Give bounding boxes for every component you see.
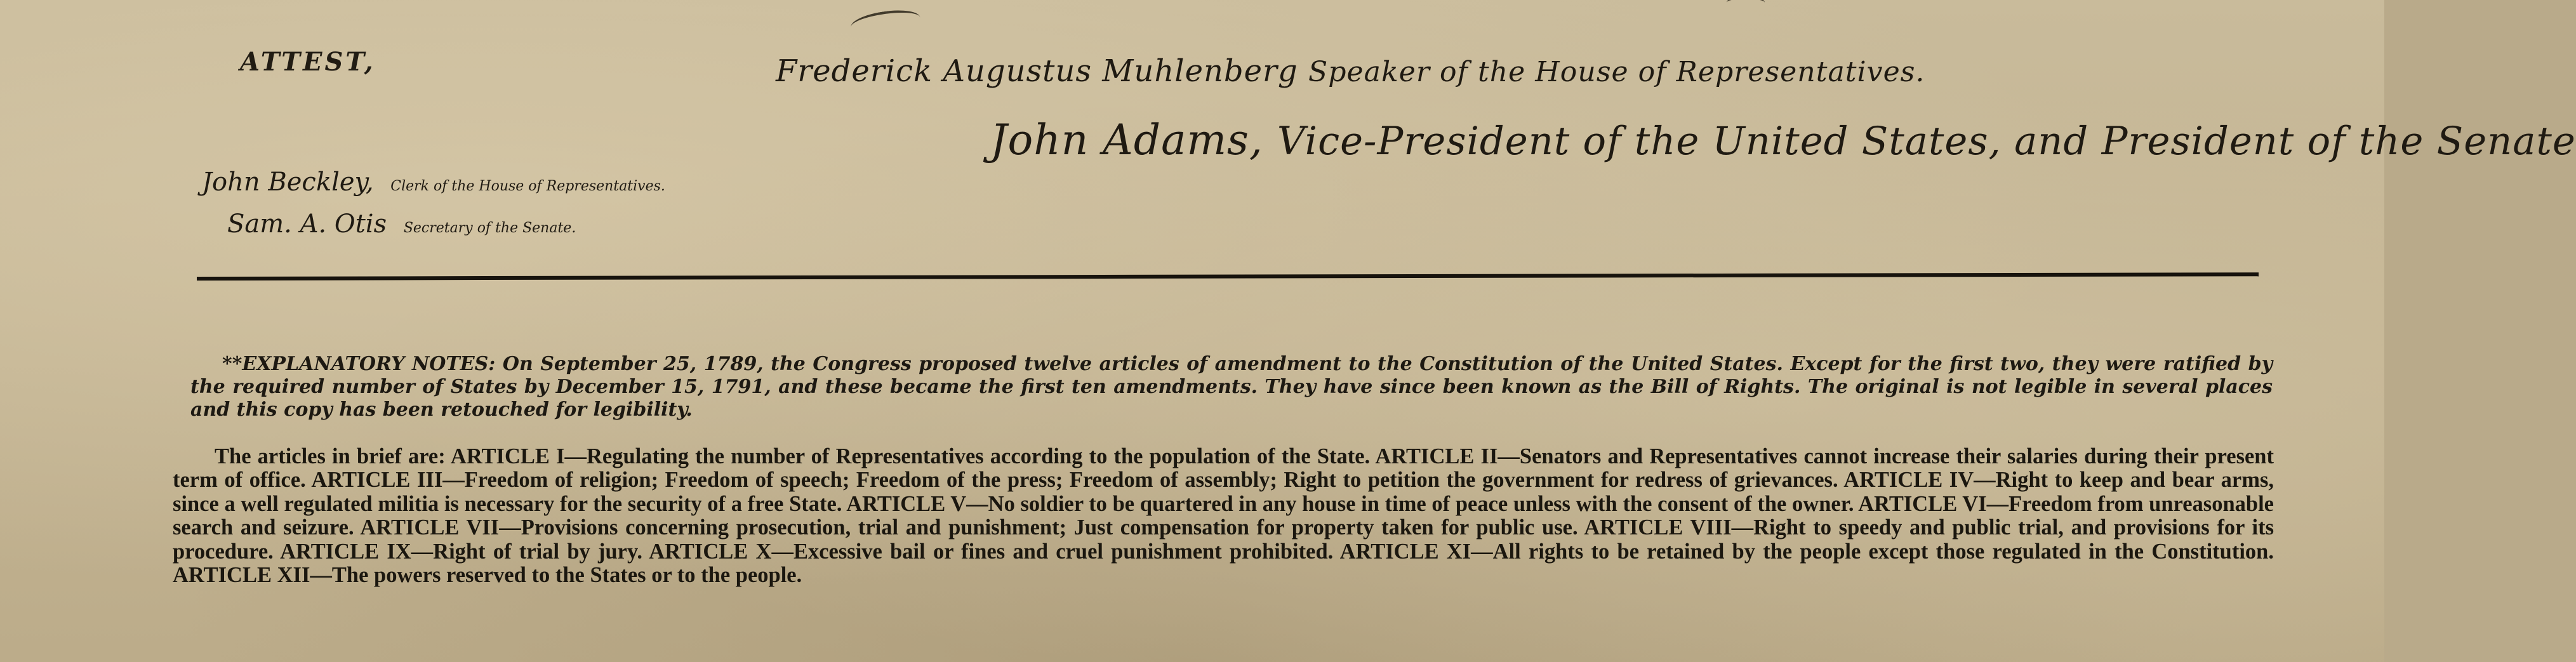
clerk-title: Clerk of the House of Representatives. (390, 178, 665, 194)
articles-in-brief: The articles in brief are: ARTICLE I—Regulating the number of Representatives according to the population of the State. ARTICLE II—Senators and Representatives cannot increase their salaries during their present term of office. ARTICLE III—Freedom of religion; Freedom of speech; Freedom of the press; Freedom of assembly; Right to petition the government for redress of grievances. ARTICLE IV—Right to keep and bear arms, since a well regulated militia is necessary for the security of a free State. ARTICLE V—No soldier to be quartered in any house in time of peace unless with the consent of the owner. ARTICLE VI—Freedom from unreasonable search and seizure. ARTICLE VII—Provisions concerning prosecution, trial and punishment; Just compensation for property taken for public use. ARTICLE VIII—Right to speedy and public trial, and provisions for its procedure. ARTICLE IX—Right of trial by jury. ARTICLE X—Excessive bail or fines and cruel punishment prohibited. ARTICLE XI—All rights to be retained by the people except those regulated in the Constitution. ARTICLE XII—The powers reserved to the States or to the people. (173, 444, 2274, 587)
speaker-signature-line (776, 53, 1925, 89)
clerk-signature: John Beckley, (202, 168, 374, 197)
speaker-title: Speaker of the House of Representatives. (1308, 56, 1925, 88)
top-handwriting-stroke (849, 7, 922, 38)
attest-label: ATTEST, (240, 47, 376, 77)
vice-president-signature: John Adams, (990, 116, 1263, 164)
clerk-signature-line (202, 168, 665, 197)
vice-president-signature-line (990, 116, 2576, 164)
secretary-title: Secretary of the Senate. (403, 220, 576, 236)
divider-rule (197, 272, 2259, 281)
explanatory-notes: **EXPLANATORY NOTES: On September 25, 1789, the Congress proposed twelve articles of amendment to the Constitution of the United States. Except for the first two, they were ratified by the required number of States by December 15, 1791, and these became the first ten amendments. They have since been known as the Bill of Rights. The original is not legible in several places and this copy has been retouched for legibility. (190, 353, 2273, 421)
secretary-signature-line (227, 209, 576, 239)
vice-president-title: Vice-President of the United States, and President of the Senate (1277, 119, 2576, 164)
secretary-signature: Sam. A. Otis (227, 209, 387, 239)
top-handwriting-stroke (1727, 0, 1765, 9)
top-handwriting-stroke (559, 0, 603, 6)
speaker-signature: Frederick Augustus Muhlenberg (776, 53, 1298, 89)
